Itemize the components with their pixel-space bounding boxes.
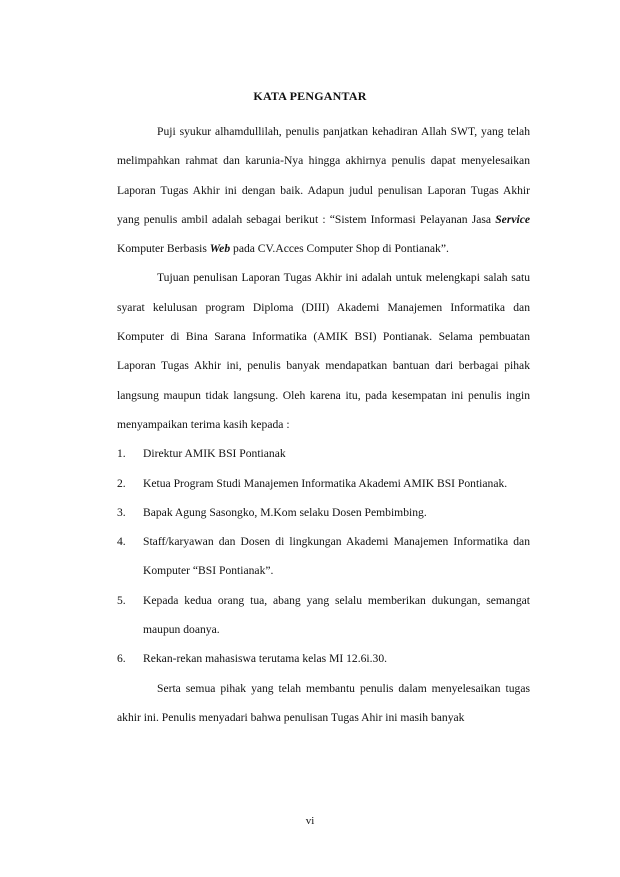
list-item-number: 2. xyxy=(117,476,126,490)
list-item-number: 3. xyxy=(117,505,126,519)
list-item xyxy=(117,439,530,468)
list-item xyxy=(117,644,530,673)
list-item-number: 5. xyxy=(117,593,126,607)
paragraph-intro xyxy=(117,117,530,263)
paragraph-purpose: Tujuan penulisan Laporan Tugas Akhir ini adalah untuk melengkapi salah satu syarat kelulusan program Diploma (DIII) Akademi Manajemen Informatika dan Komputer di Bina Sarana Informatika (AMIK BSI) Pontianak. Selama pembuatan Laporan Tugas Akhir ini, penulis banyak mendapatkan bantuan dari berbagai pihak langsung maupun tidak langsung. Oleh karena itu, pada kesempatan ini penulis ingin menyampaikan terima kasih kepada : xyxy=(117,271,530,431)
emphasis-web: Web xyxy=(209,242,231,256)
list-item-number: 6. xyxy=(117,652,126,666)
page-number: vi xyxy=(305,815,315,827)
body-text xyxy=(117,117,530,732)
paragraph-intro-part2: Komputer Berbasis xyxy=(117,242,210,256)
list-item xyxy=(117,469,530,498)
list-item-text: Kepada kedua orang tua, abang yang selalu memberikan dukungan, semangat maupun doanya. xyxy=(143,593,530,637)
paragraph-intro-part3: pada CV.Acces Computer Shop di Pontianak”. xyxy=(230,242,449,256)
emphasis-service: Service xyxy=(495,212,530,226)
list-item xyxy=(117,498,530,527)
list-item-text: Staff/karyawan dan Dosen di lingkungan Akademi Manajemen Informatika dan Komputer “BSI Pontianak”. xyxy=(143,535,530,578)
list-item-number: 4. xyxy=(117,535,126,549)
list-item-text: Rekan-rekan mahasiswa terutama kelas MI 12.6i.30. xyxy=(143,652,388,666)
list-item-text: Ketua Program Studi Manajemen Informatika Akademi AMIK BSI Pontianak. xyxy=(143,476,508,490)
list-item-number: 1. xyxy=(117,447,126,461)
thanks-list xyxy=(117,439,530,673)
list-item xyxy=(117,586,530,645)
paragraph-intro-part1: Puji syukur alhamdullilah, penulis panjatkan kehadiran Allah SWT, yang telah melimpahkan rahmat dan karunia-Nya hingga akhirnya penulis dapat menyelesaikan Laporan Tugas Akhir ini dengan baik. Adapun judul penulisan Laporan Tugas Akhir yang penulis ambil adalah sebagai berikut : “Sistem Informasi Pelayanan Jasa xyxy=(117,125,530,226)
page-title: KATA PENGANTAR xyxy=(253,89,367,103)
list-item-text: Direktur AMIK BSI Pontianak xyxy=(143,447,286,461)
list-item-text: Bapak Agung Sasongko, M.Kom selaku Dosen Pembimbing. xyxy=(143,505,427,519)
paragraph-closing: Serta semua pihak yang telah membantu penulis dalam menyelesaikan tugas akhir ini. Penulis menyadari bahwa penulisan Tugas Ahir ini masih banyak xyxy=(117,681,530,724)
list-item xyxy=(117,527,530,586)
